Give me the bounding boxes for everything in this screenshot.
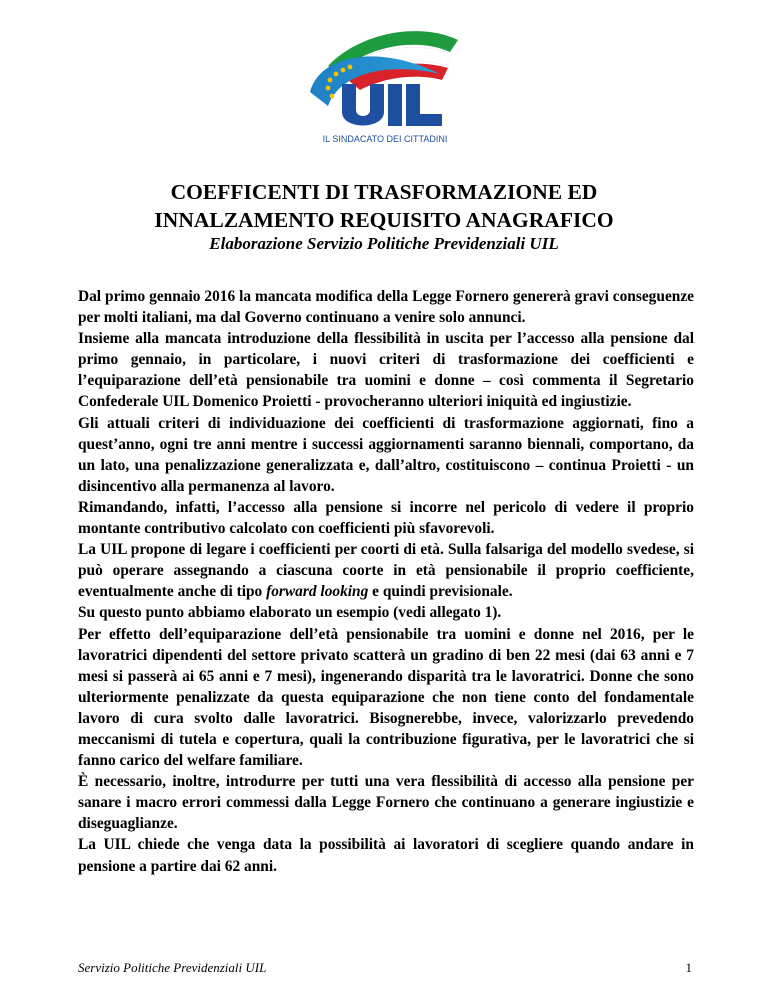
paragraph: È necessario, inoltre, introdurre per tutti una vera flessibilità di accesso alla pensione per sanare i macro errori commessi dalla Legge Fornero che continuano a generare ingiustizie e diseguaglianze. (78, 773, 694, 833)
paragraph: Rimandando, infatti, l’accesso alla pensione si incorre nel pericolo di vedere il proprio montante contributivo calcolato con coefficienti più sfavorevoli. (78, 498, 694, 538)
document-body (78, 286, 694, 877)
logo-tagline: IL SINDACATO DEI CITTADINI (322, 134, 448, 144)
paragraph: La UIL chiede che venga data la possibilità ai lavoratori di scegliere quando andare in pensione a partire dai 62 anni. (78, 836, 694, 875)
uil-logo (270, 14, 500, 152)
paragraph (78, 539, 694, 602)
paragraph: Per effetto dell’equiparazione dell’età pensionabile tra uomini e donne nel 2016, per le lavoratrici dipendenti del settore privato scatterà un gradino di ben 22 mesi (dai 63 anni e 7 mesi si passerà ai 65 anni e 7 mesi), ingenerando disparità tra le lavoratrici. Donne che sono ulteriormente penalizzate da questa equiparazione che non tiene conto del fondamentale lavoro di cura svolto dalle lavoratrici. Bisognerebbe, invece, valorizzarlo prevedendo meccanismi di tutela e copertura, quali la contribuzione figurativa, per le lavoratrici che si fanno carico del welfare familiare. (78, 625, 694, 770)
paragraph-text: e quindi previsionale. (368, 583, 513, 601)
title-line-1: COEFFICENTI DI TRASFORMAZIONE ED (170, 180, 598, 204)
italic-term: forward looking (266, 583, 369, 601)
document-subtitle: Elaborazione Servizio Politiche Previdenziali UIL (209, 234, 559, 253)
title-line-2: INNALZAMENTO REQUISITO ANAGRAFICO (154, 208, 614, 232)
page-number: 1 (685, 960, 692, 975)
paragraph: Gli attuali criteri di individuazione dei coefficienti di trasformazione aggiornati, fino a quest’anno, ogni tre anni mentre i successi aggiornamenti saranno biennali, comportano, da un lato, una penalizzazione generalizzata e, dall’altro, costituiscono – continua Proietti - un disincentivo alla permanenza al lavoro. (78, 414, 694, 495)
paragraph: Su questo punto abbiamo elaborato un esempio (vedi allegato 1). (78, 604, 502, 622)
paragraph: Insieme alla mancata introduzione della flessibilità in uscita per l’accesso alla pensione dal primo gennaio, in particolare, i nuovi criteri di trasformazione dei coefficienti e l’equiparazione dell’età pensionabile tra uomini e donne – così commenta il Segretario Confederale UIL Domenico Proietti - provocheranno ulteriori iniquità ed ingiustizie. (78, 330, 694, 411)
footer-label: Servizio Politiche Previdenziali UIL (78, 960, 267, 975)
document-title (60, 178, 708, 234)
paragraph: Dal primo gennaio 2016 la mancata modifica della Legge Fornero genererà gravi conseguenze per molti italiani, ma dal Governo continuano a venire solo annunci. (78, 288, 694, 327)
paragraph-text: La UIL propone di legare i coefficienti per coorti di età. Sulla falsariga del modello svedese, si può operare assegnando a ciascuna coorte in età pensionabile il proprio coefficiente, eventualmente anche di tipo (78, 541, 694, 601)
uil-emblem-icon (270, 14, 500, 152)
